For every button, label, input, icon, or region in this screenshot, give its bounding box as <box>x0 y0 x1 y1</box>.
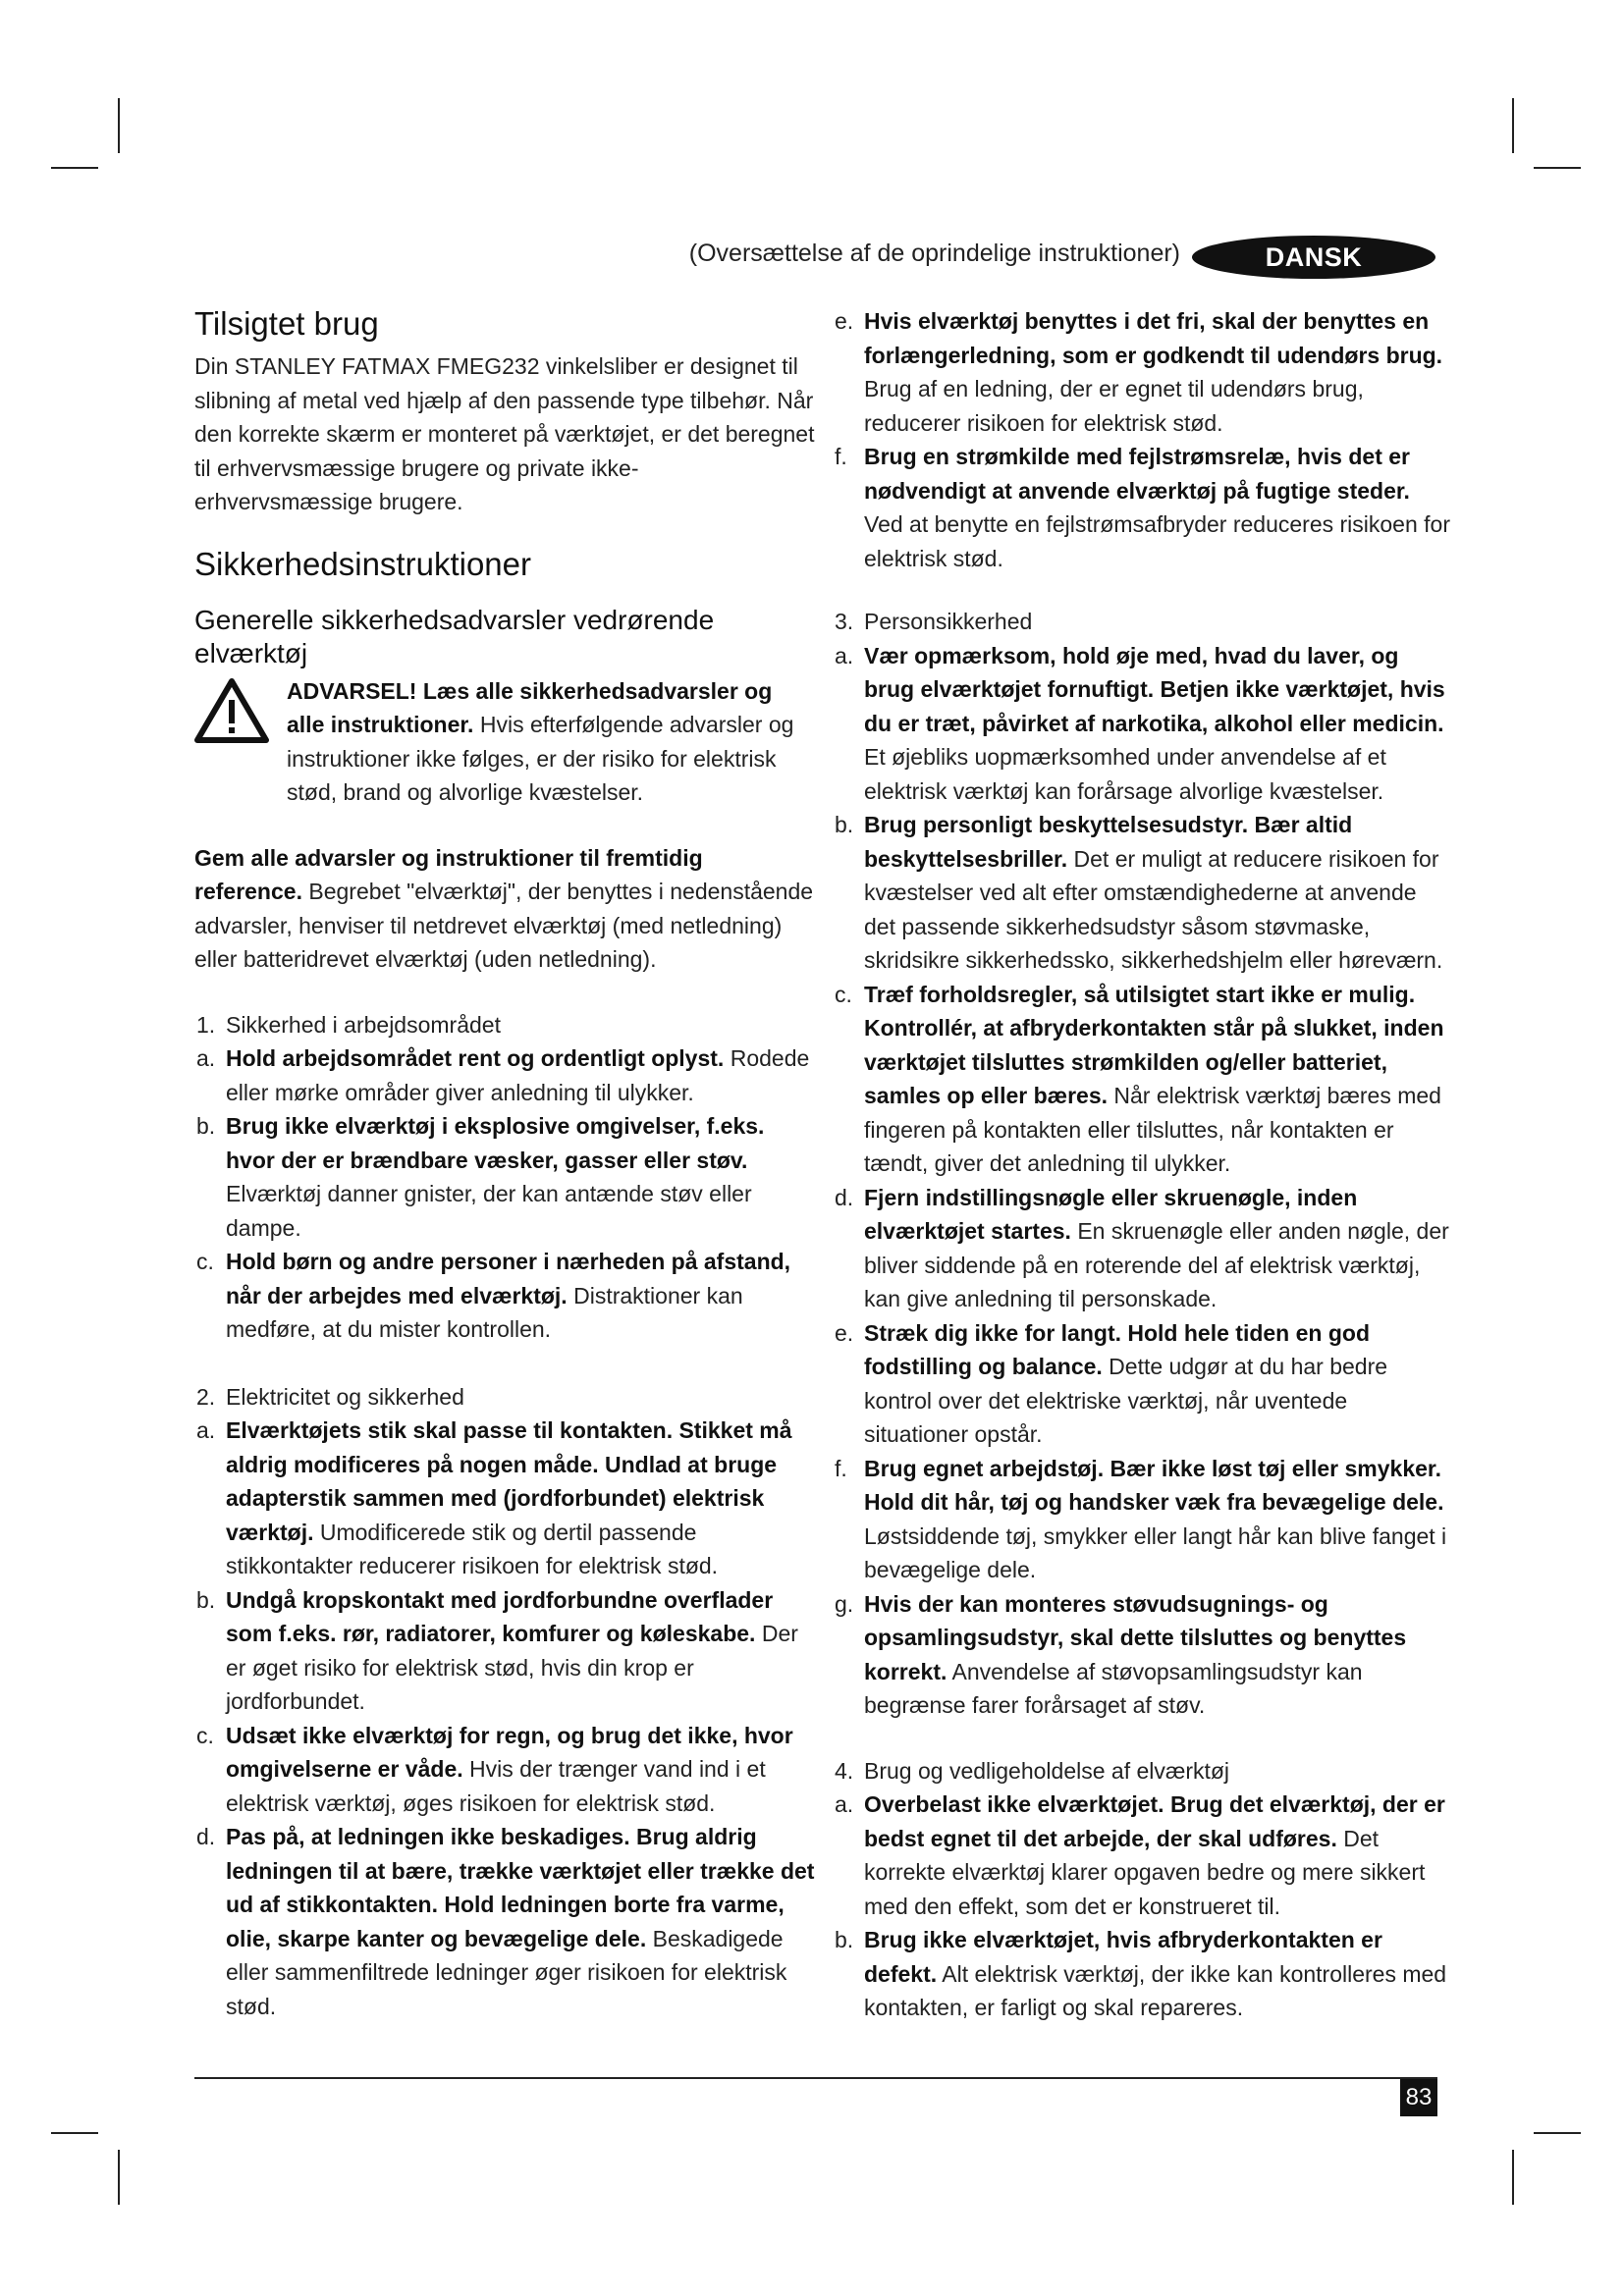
list-item <box>194 1041 815 1109</box>
section-title: Sikkerhed i arbejdsområdet <box>226 1011 501 1038</box>
item-text: En skruenøgle eller anden nøgle, der bliver siddende på en roterende del af elektrisk værktøj, kan give anledning til personskade. <box>864 1218 1449 1311</box>
save-bold: Gem alle advarsler og instruktioner til fremtidig reference. <box>194 844 703 904</box>
item-text: Rodede eller mørke områder giver anledning til ulykker. <box>226 1045 810 1105</box>
crop-mark <box>51 2132 98 2134</box>
item-bold: Brug en strømkilde med fejlstrømsrelæ, hvis det er nødvendigt at anvende elværktøj på fugtige steder. <box>864 444 1410 504</box>
item-bold: Overbelast ikke elværktøjet. Brug det elværktøj, der er bedst egnet til det arbejde, der skal udføres. <box>864 1791 1445 1851</box>
item-bold: Brug ikke elværktøj i eksplosive omgivelser, f.eks. hvor der er brændbare væsker, gasser eller støv. <box>226 1113 765 1173</box>
language-badge: DANSK <box>1192 236 1435 279</box>
list-item <box>833 440 1453 575</box>
crop-mark <box>1534 167 1581 169</box>
crop-mark <box>1512 2150 1514 2205</box>
item-bold: Vær opmærksom, hold øje med, hvad du laver, og brug elværktøjet fornuftigt. Betjen ikke værktøjet, hvis du er træt, påvirket af narkotika, alkohol eller medicin. <box>864 642 1445 736</box>
item-bold: Træf forholdsregler, så utilsigtet start ikke er mulig. Kontrollér, at afbryderkontakten står på slukket, inden værktøjet tilsluttes strømkilden og/eller batteriet, samles op eller bæres. <box>864 981 1444 1108</box>
list-item <box>194 1109 815 1245</box>
item-bold: Elværktøjets stik skal passe til kontakten. Stikket må aldrig modificeres på nogen måde. Undlad at bruge adapterstik sammen med (jordforbundet) elektrisk værktøj. <box>226 1417 792 1545</box>
item-letter: c. <box>196 1249 214 1274</box>
section-title: Personsikkerhed <box>864 609 1033 634</box>
list-item <box>194 1414 815 1583</box>
item-text: Brug af en ledning, der er egnet til udendørs brug, reducerer risikoen for elektrisk stød. <box>864 376 1364 436</box>
save-instructions <box>194 841 815 977</box>
section-heading <box>194 1008 815 1042</box>
item-text: Beskadigede eller sammenfiltrede ledninger øger risikoen for elektrisk stød. <box>226 1925 787 2019</box>
safety-title: Sikkerhedsinstruktioner <box>194 545 531 582</box>
item-letter: g. <box>835 1590 854 1617</box>
item-letter: e. <box>835 308 854 334</box>
item-letter: a. <box>196 1417 216 1443</box>
item-text: Der er øget risiko for elektrisk stød, hvis din krop er jordforbundet. <box>226 1621 798 1714</box>
item-text: Elværktøj danner gnister, der kan antænde støv eller dampe. <box>226 1181 752 1241</box>
list-item <box>194 1245 815 1347</box>
list-item <box>833 1452 1453 1587</box>
crop-mark <box>1534 2132 1581 2134</box>
list-item <box>833 1788 1453 1923</box>
item-letter: a. <box>196 1045 216 1071</box>
item-bold: Hvis elværktøj benyttes i det fri, skal der benyttes en forlængerledning, som er godkendt til udendørs brug. <box>864 308 1443 368</box>
intended-use-body: Din STANLEY FATMAX FMEG232 vinkelsliber er designet til slibning af metal ved hjælp af den passende type tilbehør. Når den korrekte skærm er monteret på værktøjet, er det beregnet til erhvervsmæssige brugere og private ikke-erhvervsmæssige brugere. <box>194 353 815 514</box>
crop-mark <box>118 2150 120 2205</box>
list-item <box>833 639 1453 809</box>
item-letter: b. <box>835 812 854 837</box>
item-text: Dette udgør at du har bedre kontrol over det elektriske værktøj, når uventede situationer opstår. <box>864 1354 1388 1447</box>
section-heading <box>833 605 1453 639</box>
warning-block <box>194 674 815 810</box>
item-letter: b. <box>196 1113 216 1139</box>
section-number: 4. <box>835 1757 854 1784</box>
item-text: Ved at benytte en fejlstrømsafbryder reduceres risikoen for elektrisk stød. <box>864 511 1451 571</box>
header-subtitle: (Oversættelse af de oprindelige instruktioner) <box>688 240 1180 267</box>
item-text: Løstsiddende tøj, smykker eller langt hår kan blive fanget i bevægelige dele. <box>864 1522 1447 1582</box>
item-bold: Brug egnet arbejdstøj. Bær ikke løst tøj eller smykker. Hold dit hår, tøj og handsker væk fra bevægelige dele. <box>864 1455 1444 1515</box>
section-number: 1. <box>196 1011 216 1038</box>
left-column <box>194 304 815 2023</box>
item-bold: Undgå kropskontakt med jordforbundne overflader som f.eks. rør, radiatorer, komfurer og køleskabe. <box>226 1586 774 1646</box>
item-letter: f. <box>835 1455 847 1481</box>
crop-mark <box>118 98 120 153</box>
warning-body: Hvis efterfølgende advarsler og instruktioner ikke følges, er der risiko for elektrisk stød, brand og alvorlige kvæstelser. <box>287 712 794 805</box>
item-bold: Brug personligt beskyttelsesudstyr. Bær altid beskyttelsesbriller. <box>864 812 1353 872</box>
section-heading <box>194 1380 815 1415</box>
item-bold: Stræk dig ikke for langt. Hold hele tiden en god fodstilling og balance. <box>864 1319 1370 1379</box>
item-letter: b. <box>196 1586 216 1613</box>
list-item <box>833 304 1453 440</box>
item-text: Umodificerede stik og dertil passende stikkontakter reducerer risikoen for elektrisk stød. <box>226 1519 719 1578</box>
item-letter: a. <box>835 642 854 668</box>
item-text: Distraktioner kan medføre, at du mister kontrollen. <box>226 1282 743 1342</box>
save-body: Begrebet "elværktøj", der benyttes i nedenstående advarsler, henviser til netdrevet elværktøj (med netledning) eller batteridrevet elværktøj (uden netledning). <box>194 879 814 972</box>
section-number: 2. <box>196 1383 216 1410</box>
item-letter: d. <box>835 1184 854 1210</box>
list-item <box>194 1719 815 1821</box>
list-item <box>833 1316 1453 1452</box>
list-item <box>194 1583 815 1719</box>
section-title: Brug og vedligeholdelse af elværktøj <box>864 1757 1230 1784</box>
list-item <box>833 1923 1453 2025</box>
item-bold: Hold arbejdsområdet rent og ordentligt oplyst. <box>226 1045 725 1071</box>
item-text: Når elektrisk værktøj bæres med fingeren på kontakten eller tilsluttes, når kontakten er tændt, giver det anledning til ulykker. <box>864 1083 1441 1176</box>
warning-bold: ADVARSEL! Læs alle sikkerhedsadvarsler og alle instruktioner. <box>287 677 773 737</box>
item-bold: Fjern indstillingsnøgle eller skruenøgle, inden elværktøjet startes. <box>864 1184 1358 1244</box>
intended-use-title: Tilsigtet brug <box>194 305 379 342</box>
warning-triangle-icon <box>194 678 269 743</box>
item-bold: Hvis der kan monteres støvudsugnings- og opsamlingsudstyr, skal dette tilsluttes og benyttes korrekt. <box>864 1590 1407 1684</box>
item-letter: f. <box>835 444 847 469</box>
item-bold: Hold børn og andre personer i nærheden på afstand, når der arbejdes med elværktøj. <box>226 1249 791 1308</box>
item-letter: c. <box>196 1722 214 1748</box>
item-bold: Pas på, at ledningen ikke beskadiges. Brug aldrig ledningen til at bære, trække værktøjet eller trække det ud af stikkontakten. Hold ledningen borte fra varme, olie, skarpe kanter og bevægelige dele. <box>226 1824 815 1951</box>
item-text: Anvendelse af støvopsamlingsudstyr kan begrænse farer forårsaget af støv. <box>864 1658 1363 1718</box>
item-bold: Brug ikke elværktøjet, hvis afbryderkontakten er defekt. <box>864 1927 1382 1987</box>
item-letter: a. <box>835 1791 854 1817</box>
section-number: 3. <box>835 609 854 634</box>
item-letter: d. <box>196 1824 216 1849</box>
section-heading <box>833 1754 1453 1789</box>
crop-mark <box>1512 98 1514 153</box>
footer-divider <box>194 2077 1437 2079</box>
item-bold: Udsæt ikke elværktøj for regn, og brug det ikke, hvor omgivelserne er våde. <box>226 1722 793 1782</box>
warning-text <box>287 674 815 810</box>
list-item <box>833 1181 1453 1316</box>
item-text: Hvis der trænger vand ind i et elektrisk værktøj, øges risikoen for elektrisk stød. <box>226 1756 766 1816</box>
section-title: Elektricitet og sikkerhed <box>226 1383 464 1410</box>
item-text: Det er muligt at reducere risikoen for kvæstelser ved alt efter omstændighederne at anvende det passende sikkerhedsudstyr såsom støvmaske, skridsikre sikkerhedssko, sikkerhedshjelm eller høreværn. <box>864 845 1443 973</box>
crop-mark <box>51 167 98 169</box>
list-item <box>833 808 1453 978</box>
right-column <box>833 304 1453 2025</box>
item-text: Det korrekte elværktøj klarer opgaven bedre og mere sikkert med den effekt, som det er konstrueret til. <box>864 1825 1426 1919</box>
list-item <box>194 1820 815 2023</box>
item-letter: c. <box>835 981 852 1007</box>
general-warnings-title: Generelle sikkerhedsadvarsler vedrørende elværktøj <box>194 604 715 668</box>
item-text: Et øjebliks uopmærksomhed under anvendelse af et elektrisk værktøj kan forårsage alvorlige kvæstelser. <box>864 744 1386 804</box>
page-number: 83 <box>1400 2079 1437 2116</box>
item-letter: b. <box>835 1927 854 1952</box>
item-letter: e. <box>835 1319 854 1346</box>
list-item <box>833 978 1453 1181</box>
list-item <box>833 1587 1453 1723</box>
item-text: Alt elektrisk værktøj, der ikke kan kontrolleres med kontakten, er farligt og skal repareres. <box>864 1960 1447 2020</box>
